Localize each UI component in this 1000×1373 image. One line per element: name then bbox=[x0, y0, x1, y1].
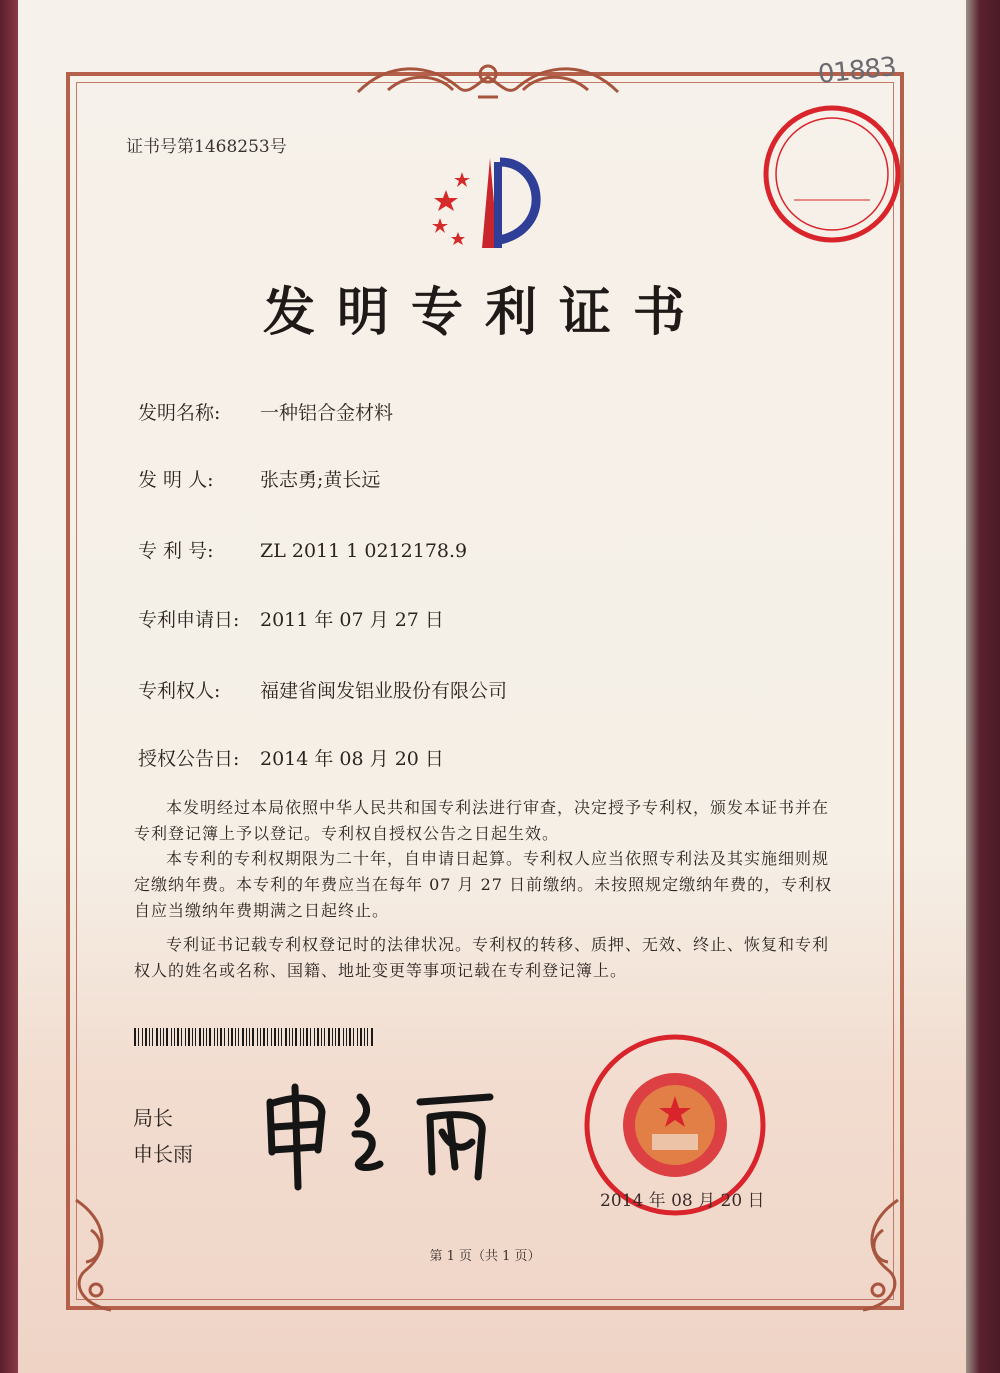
folder-edge-left bbox=[0, 0, 18, 1373]
handwritten-number: 01883 bbox=[816, 52, 898, 90]
field-value: 张志勇;黄长远 bbox=[260, 469, 381, 491]
field-label: 专利权人: bbox=[138, 680, 221, 702]
folder-edge-right bbox=[966, 0, 1000, 1373]
field-inventor bbox=[138, 465, 380, 492]
top-ornament-icon bbox=[348, 52, 628, 112]
barcode-icon bbox=[134, 1028, 376, 1046]
body-paragraph: 本发明经过本局依照中华人民共和国专利法进行审查，决定授予专利权，颁发本证书并在专利登记簿上予以登记。专利权自授权公告之日起生效。 bbox=[134, 798, 830, 843]
body-paragraph: 本专利的专利权期限为二十年，自申请日起算。专利权人应当依照专利法及其实施细则规定缴纳年费。本专利的年费应当在每年 07 月 27 日前缴纳。未按照规定缴纳年费的，专利权自应当缴纳年费期满之日起终止。 bbox=[134, 849, 833, 920]
field-value: 一种铝合金材料 bbox=[260, 402, 394, 424]
field-label: 发明名称: bbox=[138, 402, 221, 424]
field-label: 发 明 人: bbox=[138, 469, 214, 491]
field-label: 专利申请日: bbox=[138, 609, 240, 631]
seal-date: 2014 年 08 月 20 日 bbox=[600, 1191, 765, 1211]
field-patent-number bbox=[138, 536, 467, 563]
field-value: ZL 2011 1 0212178.9 bbox=[260, 540, 468, 562]
patent-office-logo-icon bbox=[428, 148, 548, 258]
page-number: 第 1 页（共 1 页） bbox=[429, 1249, 541, 1264]
tax-stamp-icon bbox=[758, 100, 906, 248]
field-label: 专 利 号: bbox=[138, 540, 214, 562]
certificate-number: 证书号第1468253号 bbox=[126, 137, 287, 157]
director-title: 局长 bbox=[133, 1106, 173, 1130]
field-value: 2011 年 07 月 27 日 bbox=[260, 609, 444, 631]
field-value: 2014 年 08 月 20 日 bbox=[260, 748, 444, 770]
field-value: 福建省闽发铝业股份有限公司 bbox=[260, 680, 508, 702]
field-invention-name bbox=[138, 398, 393, 425]
field-application-date bbox=[138, 605, 444, 632]
body-paragraph: 专利证书记载专利权登记时的法律状况。专利权的转移、质押、无效、终止、恢复和专利权人的姓名或名称、国籍、地址变更等事项记载在专利登记簿上。 bbox=[134, 935, 830, 980]
certificate-paper bbox=[18, 0, 966, 1373]
director-name: 申长雨 bbox=[133, 1142, 193, 1166]
field-grant-date bbox=[138, 744, 444, 771]
certificate-title: 发明专利证书 bbox=[262, 283, 707, 343]
field-patentee bbox=[138, 676, 507, 703]
field-label: 授权公告日: bbox=[138, 748, 240, 770]
director-signature-icon bbox=[250, 1072, 510, 1192]
